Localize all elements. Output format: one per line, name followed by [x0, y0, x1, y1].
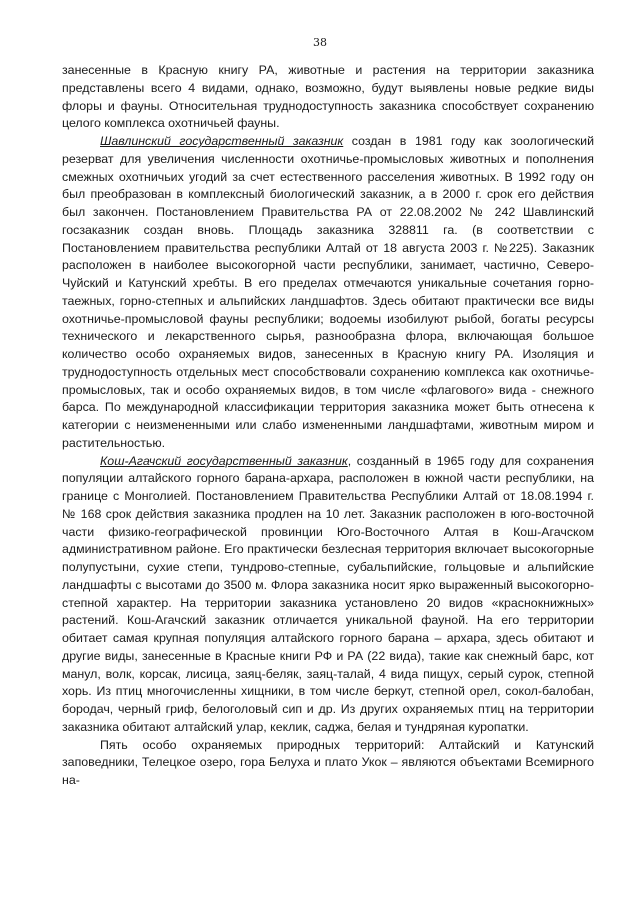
reserve-name-shavlinsky: Шавлинский государственный заказник: [100, 134, 344, 148]
reserve-name-kosh-agach: Кош-Агачский государственный заказник: [100, 453, 348, 468]
paragraph-shavlinsky: [62, 133, 594, 453]
document-body: [62, 62, 594, 790]
paragraph-shavlinsky-text: создан в 1981 году как зоологический резерват для увеличения численности охотничье-промысловых животных и пополнения смежных охотничьих угодий за счет естественного расселения животных. В 1992 году он был преобразован в комплексный биологический заказник, а в 2000 г. срок его действия был закончен. Постановлением Правительства РА от 22.08.2002 № 242 Шавлинский госзаказник создан вновь. Площадь заказника 328811 га. (в соответствии с Постановлением правительства республики Алтай от 18 августа 2003 г. №225). Заказник расположен в наиболее высокогорной части республики, занимает, частично, Северо-Чуйский и Катунский хребты. В его пределах отмечаются уникальные сочетания горно-таежных, горно-степных и альпийских ландшафтов. Здесь обитают практически все виды охотничье-промысловой фауны республики; водоемы изобилуют рыбой, богаты ресурсы технического и лекарственного сырья, разнообразна флора, включающая большое количество особо охраняемых видов, занесенных в Красную книгу РА. Изоляция и труднодоступность отдельных мест способствовали сохранению комплекса как охотничье-промысловых, так и особо охраняемых видов, в том числе «флагового» вида - снежного барса. По международной классификации территория заказника может быть отнесена к категории с неизмененными или слабо измененными ландшафтами, животным миром и растительностью.: [62, 134, 594, 450]
page-number: 38: [313, 36, 327, 49]
paragraph-intro: занесенные в Красную книгу РА, животные и растения на территории заказника представлены всего 4 видами, однако, возможно, будут выявлены новые редкие виды флоры и фауны. Относительная труднодоступность заказника способствует сохранению целого комплекса охотничьей фауны.: [62, 63, 594, 131]
paragraph-kosh-agach: [62, 453, 594, 737]
paragraph-world-heritage: Пять особо охраняемых природных территорий: Алтайский и Катунский заповедники, Телецкое озеро, гора Белуха и плато Укок – являются объектами Всемирного на-: [62, 737, 594, 787]
paragraph-kosh-agach-text: , созданный в 1965 году для сохранения популяции алтайского горного барана-архара, расположен в южной части республики, на границе с Монголией. Постановлением Правительства Республики Алтай от 18.08.1994 г. № 168 срок действия заказника продлен на 10 лет. Заказник расположен в юго-восточной части физико-географической провинции Юго-Восточного Алтая в Кош-Агачском административном районе. Его практически безлесная территория включает высокогорные полупустыни, сухие степи, тундрово-степные, субальпийские, гольцовые и альпийские ландшафты с высотами до 3500 м. Флора заказника носит ярко выраженный высокогорно-степной характер. На территории заказника установлено 20 видов «краснокнижных» растений. Кош-Агачский заказник отличается уникальной фауной. На его территории обитает самая крупная популяция алтайского горного барана – архара, здесь обитают и другие виды, занесенные в Красные книги РФ и РА (22 вида), такие как снежный барс, кот манул, волк, корсак, лисица, заяц-беляк, заяц-талай, 4 вида пищух, серый сурок, степной хорь. Из птиц многочисленны хищники, в том числе беркут, степной орел, сокол-балобан, бородач, черный гриф, белоголовый сип и др. Из других охраняемых птиц на территории заказника обитают алтайский улар, кеклик, саджа, белая и тундряная куропатки.: [62, 453, 594, 734]
